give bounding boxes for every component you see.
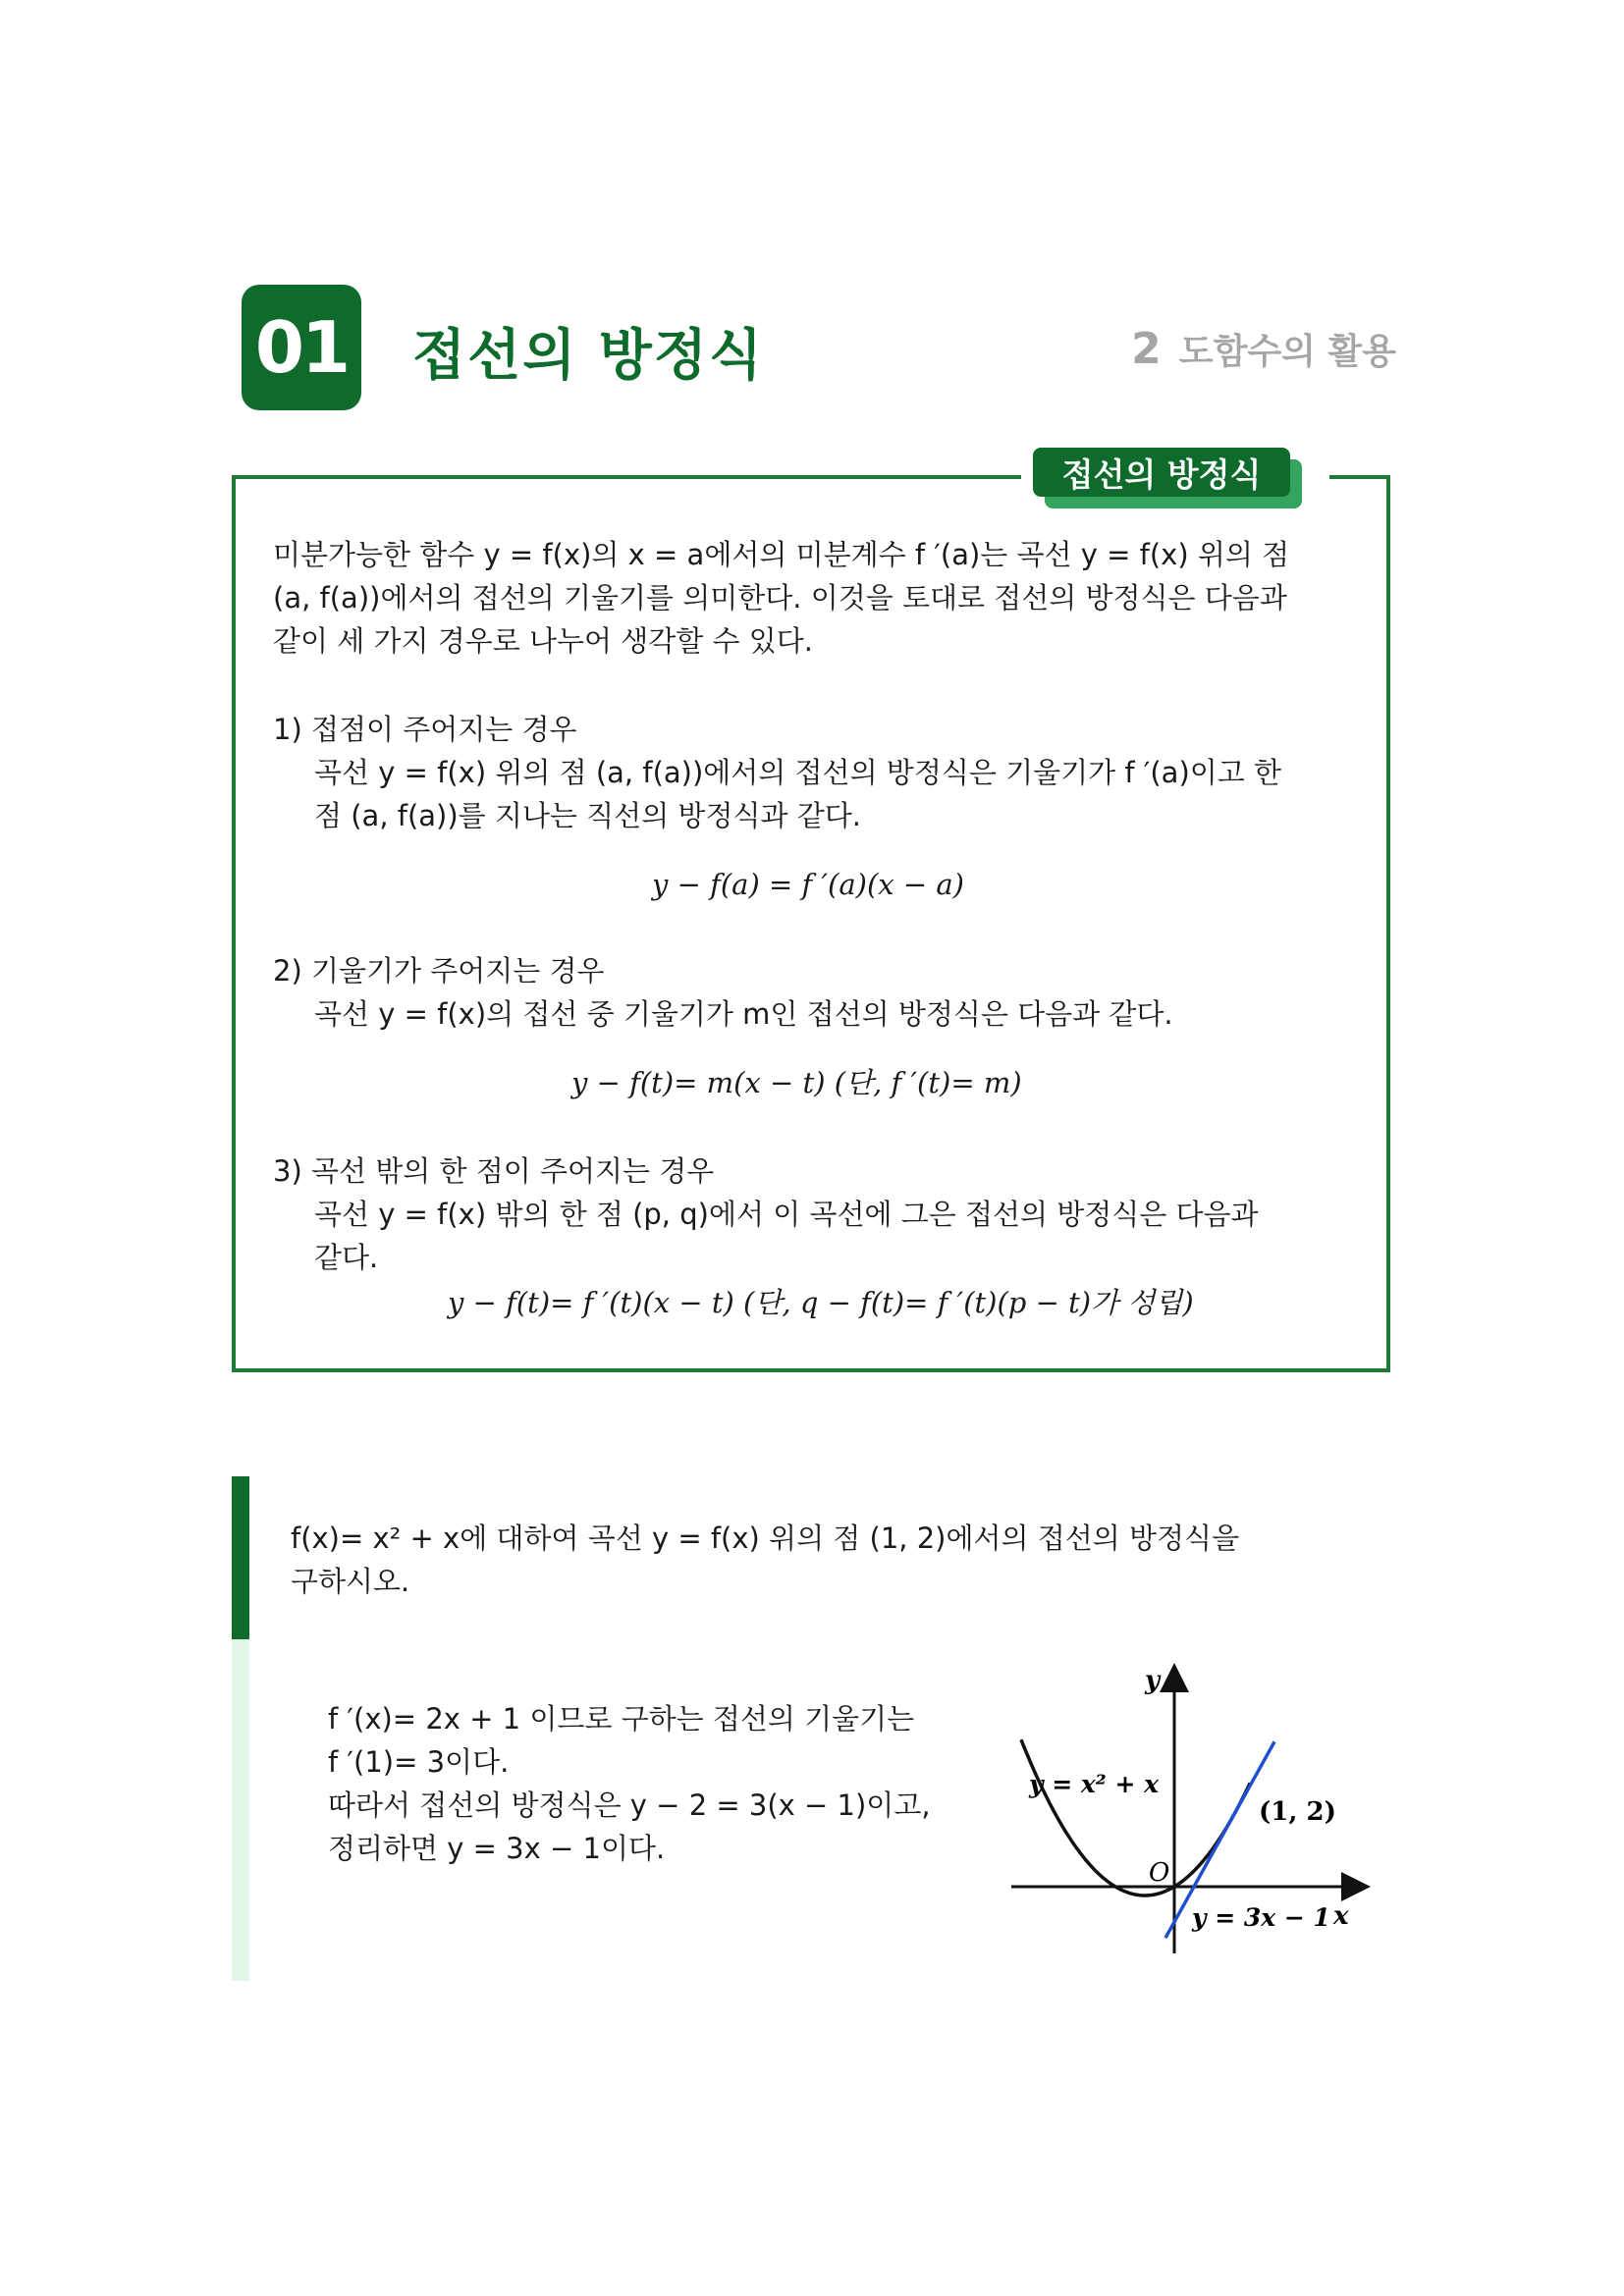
case-2-line-1: 곡선 y = f(x)의 접선 중 기울기가 m인 접선의 방정식은 다음과 같다. xyxy=(314,997,1173,1031)
point-label: (1, 2) xyxy=(1259,1797,1336,1827)
case-1-formula: y − f(a) = f ′(a)(x − a) xyxy=(652,868,964,901)
question-line-1: f(x)= x² + x에 대하여 곡선 y = f(x) 위의 점 (1, 2)에서의 접선의 방정식을 xyxy=(291,1522,1240,1555)
origin-label: O xyxy=(1149,1858,1170,1888)
solution-line-1: f ′(x)= 2x + 1 이므로 구하는 접선의 기울기는 xyxy=(328,1702,915,1735)
chapter-number: 2 xyxy=(1131,324,1162,374)
intro-line-3: 같이 세 가지 경우로 나누어 생각할 수 있다. xyxy=(273,624,813,658)
solution-bar xyxy=(232,1639,249,1981)
solution-line-3: 따라서 접선의 방정식은 y − 2 = 3(x − 1)이고, xyxy=(328,1789,931,1822)
intro-line-2: (a, f(a))에서의 접선의 기울기를 의미한다. 이것을 토대로 접선의 방정식은 다음과 xyxy=(273,581,1287,614)
case-3-heading: 3) 곡선 밖의 한 점이 주어지는 경우 xyxy=(273,1154,715,1188)
intro-line-1: 미분가능한 함수 y = f(x)의 x = a에서의 미분계수 f ′(a)는 곡선 y = f(x) 위의 점 xyxy=(273,538,1290,571)
case-3-formula: y − f(t)= f ′(t)(x − t) (단, q − f(t)= f ′(t)(p − t)가 성립) xyxy=(448,1286,1194,1319)
case-3-line-2: 같다. xyxy=(314,1241,379,1274)
case-2-heading: 2) 기울기가 주어지는 경우 xyxy=(273,954,605,988)
tangent-label: y = 3x − 1 xyxy=(1192,1903,1330,1932)
case-1-heading: 1) 접점이 주어지는 경우 xyxy=(273,713,577,746)
case-3-line-1: 곡선 y = f(x) 밖의 한 점 (p, q)에서 이 곡선에 그은 접선의 방정식은 다음과 xyxy=(314,1198,1259,1231)
example-bar xyxy=(232,1476,249,1639)
case-2-formula: y − f(t)= m(x − t) (단, f ′(t)= m) xyxy=(571,1066,1022,1099)
x-axis-label: x xyxy=(1333,1901,1349,1931)
case-1-line-2: 점 (a, f(a))를 지나는 직선의 방정식과 같다. xyxy=(314,799,861,832)
page-title: 접선의 방정식 xyxy=(412,324,765,388)
concept-tag: 접선의 방정식 xyxy=(1033,448,1290,497)
chapter-title: 도함수의 활용 xyxy=(1178,332,1396,372)
case-1-line-1: 곡선 y = f(x) 위의 점 (a, f(a))에서의 접선의 방정식은 기울기가 f ′(a)이고 한 xyxy=(314,756,1282,789)
parabola-curve xyxy=(1021,1739,1250,1896)
solution-line-4: 정리하면 y = 3x − 1이다. xyxy=(328,1832,666,1865)
tangent-graph xyxy=(1001,1659,1375,1973)
section-number-badge: 01 xyxy=(242,285,361,410)
chapter-label xyxy=(1131,324,1396,374)
curve-label: y = x² + x xyxy=(1029,1770,1159,1798)
question-line-2: 구하시오. xyxy=(291,1565,410,1598)
solution-line-2: f ′(1)= 3이다. xyxy=(328,1745,510,1779)
y-axis-label: y xyxy=(1145,1666,1161,1695)
